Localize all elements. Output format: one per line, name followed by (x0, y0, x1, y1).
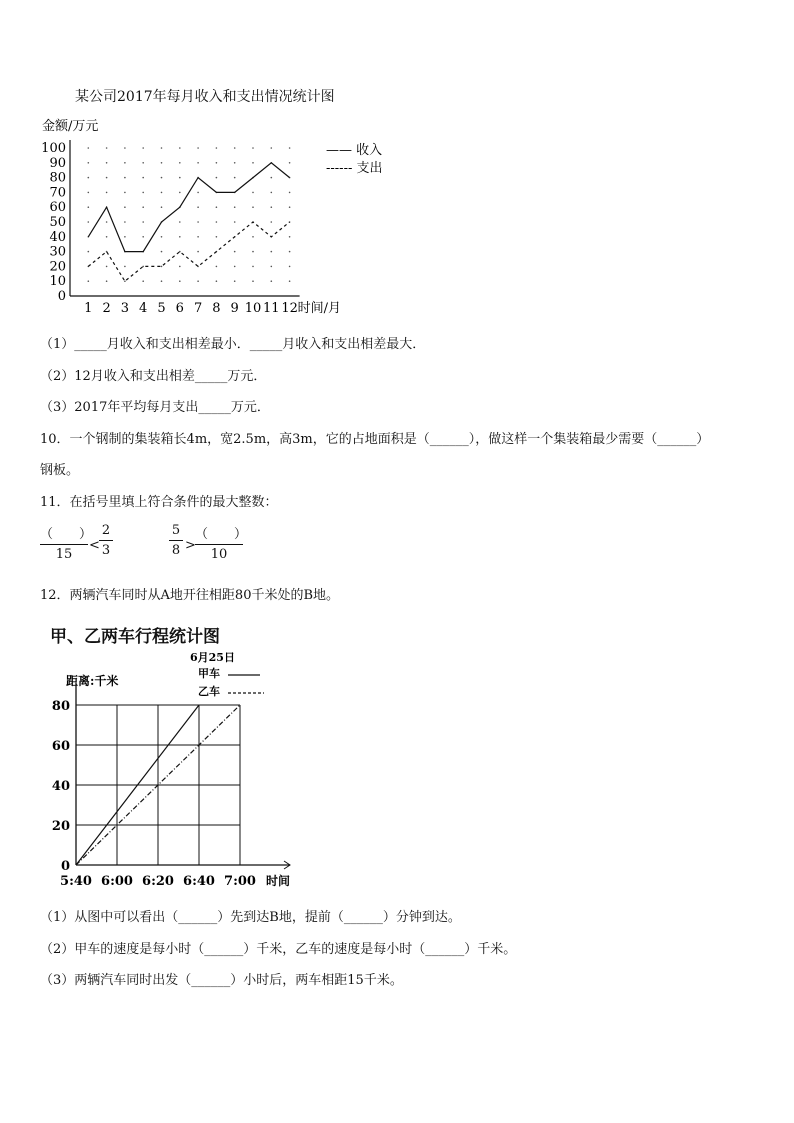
chart1-grid-dot (271, 280, 273, 282)
chart1-grid-dot (106, 266, 108, 268)
chart2-x-tick-label: 6:00 (101, 874, 133, 889)
chart1-y-tick-label: 80 (49, 170, 66, 186)
chart1-grid-dot (179, 177, 181, 179)
chart1-x-tick-label: 1 (84, 301, 93, 316)
chart1-grid-dot (88, 251, 90, 253)
chart1-grid-dot (197, 206, 199, 208)
chart1-grid-dot (197, 236, 199, 238)
chart1-x-tick-label: 6 (175, 301, 184, 316)
chart1-grid-dot (142, 147, 144, 149)
fraction-3-denominator: 8 (171, 543, 181, 558)
greater-than-sign: > (185, 538, 196, 553)
chart1-x-tick-label: 8 (212, 301, 221, 316)
chart1-grid-dot (179, 162, 181, 164)
chart1-grid-dot (124, 162, 126, 164)
chart1-grid-dot (197, 147, 199, 149)
chart1-grid-dot (142, 221, 144, 223)
chart1-grid-dot (124, 236, 126, 238)
chart1-grid-dot (142, 192, 144, 194)
chart1-grid-dot (289, 206, 291, 208)
chart1-grid-dot (216, 266, 218, 268)
chart1-grid-dot (161, 147, 163, 149)
chart2-date: 6月25日 (190, 651, 235, 664)
chart1-grid-dot (124, 266, 126, 268)
chart1-x-tick-label: 5 (157, 301, 166, 316)
chart1-grid-dot (124, 280, 126, 282)
chart2-x-tick-label: 6:20 (142, 874, 174, 889)
chart1-grid-dot (252, 192, 254, 194)
chart1-grid-dot (271, 177, 273, 179)
chart1-grid-dot (271, 147, 273, 149)
chart1-y-tick-label: 10 (49, 274, 66, 290)
chart1-grid-dot (88, 206, 90, 208)
chart1-x-tick-label: 2 (102, 301, 111, 316)
chart1-grid-dot (216, 236, 218, 238)
question-12: 12．两辆汽车同时从A地开往相距80千米处的B地。 (40, 588, 340, 603)
chart1-grid-dot (106, 177, 108, 179)
chart1-grid-dot (271, 192, 273, 194)
chart1-y-tick-label: 70 (49, 185, 66, 201)
chart2-y-tick-label: 40 (51, 779, 70, 794)
chart1-grid-dot (88, 177, 90, 179)
chart1-x-axis-label: 时间/月 (297, 301, 341, 316)
chart1-grid-dot (252, 280, 254, 282)
chart1-grid-dot (88, 221, 90, 223)
chart2-title: 甲、乙两车行程统计图 (50, 627, 220, 647)
chart1-grid-dot (252, 147, 254, 149)
chart1-grid-dot (142, 266, 144, 268)
chart1-legend-income: —— 收入 (326, 143, 383, 158)
chart1-grid-dot (179, 192, 181, 194)
fraction-2-numerator: 2 (101, 523, 111, 538)
chart1-x-tick-label: 11 (263, 301, 280, 316)
question-10: 10．一个钢制的集装箱长4m，宽2.5m，高3m，它的占地面积是（______），做这样一个集装箱最少需要（______） (40, 432, 710, 447)
chart1-grid-dot (142, 206, 144, 208)
question-11: 11．在括号里填上符合条件的最大整数： (40, 495, 278, 510)
chart1-grid-dot (216, 147, 218, 149)
chart1-grid-dot (234, 147, 236, 149)
chart2-x-tick-label: 7:00 (224, 874, 256, 889)
chart1-grid-dot (142, 280, 144, 282)
chart1-grid-dot (197, 162, 199, 164)
chart1-grid-dot (234, 162, 236, 164)
chart1-grid-dot (142, 177, 144, 179)
chart2-x-axis-label: 时间 (266, 874, 291, 888)
fraction-1-denominator: 15 (55, 547, 73, 562)
chart1-legend-expense: ------ 支出 (326, 161, 383, 176)
chart1-grid-dot (197, 221, 199, 223)
question-9-3: （3）2017年平均每月支出_____万元． (40, 400, 270, 415)
chart1-grid-dot (179, 147, 181, 149)
chart1-grid-dot (252, 251, 254, 253)
chart1-x-tick-label: 7 (193, 301, 203, 316)
chart1-grid-dot (161, 236, 163, 238)
question-12-3: （3）两辆汽车同时出发（______）小时后，两车相距15千米。 (40, 973, 403, 988)
chart1-grid-dot (124, 147, 126, 149)
chart1-grid-dot (88, 147, 90, 149)
chart1-grid-dot (179, 236, 181, 238)
chart1-x-tick-label: 3 (120, 301, 130, 316)
chart1-grid-dot (216, 280, 218, 282)
chart1-grid-dot (289, 192, 291, 194)
chart2-y-tick-label: 80 (51, 699, 70, 714)
chart2-legend-car-a: 甲车 (198, 667, 220, 680)
chart1-grid-dot (124, 177, 126, 179)
question-9-2: （2）12月收入和支出相差_____万元． (40, 369, 267, 384)
chart1-x-tick-label: 12 (281, 301, 298, 316)
chart1-y-tick-label: 0 (57, 289, 66, 304)
fraction-4-numerator: （ ） (195, 527, 248, 542)
chart1-grid-dot (252, 206, 254, 208)
chart1-grid-dot (234, 206, 236, 208)
chart1-grid-dot (161, 206, 163, 208)
chart1-y-axis-label: 金额/万元 (42, 119, 99, 134)
chart1-y-tick-label: 20 (49, 259, 66, 275)
chart1-series-income-line (88, 163, 289, 252)
chart1-grid-dot (88, 280, 90, 282)
chart1-grid-dot (216, 177, 218, 179)
travel-distance-line-chart (40, 645, 320, 895)
chart1-grid-dot (106, 147, 108, 149)
chart1-y-tick-label: 90 (49, 155, 66, 171)
chart1-grid-dot (179, 221, 181, 223)
fraction-4-denominator: 10 (210, 547, 228, 562)
chart1-grid-dot (197, 251, 199, 253)
chart1-x-tick-label: 9 (230, 301, 239, 316)
chart1-grid-dot (289, 280, 291, 282)
chart1-grid-dot (106, 221, 108, 223)
fraction-2 (99, 523, 113, 558)
chart1-grid-dot (271, 206, 273, 208)
chart1-grid-dot (124, 221, 126, 223)
chart1-y-tick-label: 50 (49, 215, 66, 230)
chart1-grid-dot (88, 162, 90, 164)
chart1-grid-dot (216, 221, 218, 223)
fraction-4 (195, 523, 248, 562)
chart1-grid-dot (289, 266, 291, 268)
chart2-y-tick-label: 0 (60, 859, 70, 874)
chart1-grid-dot (252, 162, 254, 164)
question-12-1: （1）从图中可以看出（______）先到达B地，提前（______）分钟到达。 (40, 910, 461, 925)
fraction-3 (169, 523, 183, 558)
question-9-1: （1）_____月收入和支出相差最小．_____月收入和支出相差最大． (40, 337, 426, 352)
income-expense-line-chart (36, 112, 396, 322)
chart1-y-tick-label: 40 (49, 229, 66, 245)
fraction-1-numerator: （ ） (40, 527, 93, 542)
chart1-grid-dot (234, 221, 236, 223)
chart2-y-axis-label: 距离:千米 (66, 674, 119, 688)
chart1-title: 某公司2017年每月收入和支出情况统计图 (75, 89, 335, 105)
chart1-grid-dot (106, 280, 108, 282)
chart1-grid-dot (197, 192, 199, 194)
chart1-grid-dot (289, 236, 291, 238)
chart1-grid-dot (124, 206, 126, 208)
chart1-grid-dot (252, 266, 254, 268)
chart2-y-tick-label: 20 (51, 819, 70, 834)
chart1-grid-dot (271, 266, 273, 268)
chart1-x-tick-label: 4 (139, 301, 148, 316)
chart1-grid-dot (234, 280, 236, 282)
chart1-grid-dot (142, 162, 144, 164)
chart1-grid-dot (124, 192, 126, 194)
chart2-legend-car-b: 乙车 (198, 685, 220, 698)
question-12-2: （2）甲车的速度是每小时（______）千米，乙车的速度是每小时（______）千米。 (40, 942, 517, 957)
chart1-grid-dot (197, 280, 199, 282)
fraction-2-denominator: 3 (101, 543, 111, 558)
chart1-grid-dot (234, 266, 236, 268)
chart1-grid-dot (161, 162, 163, 164)
fraction-1 (40, 523, 93, 562)
chart1-series-expense-line (88, 222, 289, 281)
chart1-grid-dot (161, 192, 163, 194)
chart1-grid-dot (161, 266, 163, 268)
chart1-grid-dot (142, 236, 144, 238)
chart1-x-tick-label: 10 (244, 301, 262, 316)
chart2-y-tick-label: 60 (51, 739, 70, 754)
chart1-grid-dot (179, 280, 181, 282)
chart1-y-tick-label: 100 (41, 141, 66, 156)
chart1-grid-dot (216, 206, 218, 208)
chart1-y-tick-label: 60 (49, 200, 66, 216)
chart1-grid-dot (106, 192, 108, 194)
chart1-grid-dot (161, 177, 163, 179)
chart1-grid-dot (271, 221, 273, 223)
chart2-x-tick-label: 6:40 (183, 874, 215, 889)
chart1-grid-dot (106, 162, 108, 164)
chart1-grid-dot (234, 177, 236, 179)
question-10-continued: 钢板。 (40, 463, 80, 478)
chart1-grid-dot (106, 236, 108, 238)
chart1-grid-dot (289, 147, 291, 149)
chart1-grid-dot (234, 251, 236, 253)
chart2-x-tick-label: 5:40 (60, 874, 92, 889)
fraction-3-numerator: 5 (171, 523, 181, 538)
chart1-y-tick-label: 30 (49, 244, 66, 260)
chart1-grid-dot (289, 162, 291, 164)
chart1-grid-dot (179, 266, 181, 268)
chart1-grid-dot (252, 236, 254, 238)
chart1-grid-dot (271, 251, 273, 253)
chart1-grid-dot (289, 251, 291, 253)
chart1-grid-dot (161, 280, 163, 282)
chart1-grid-dot (216, 162, 218, 164)
less-than-sign: < (89, 538, 100, 553)
chart1-grid-dot (88, 192, 90, 194)
chart1-grid-dot (161, 251, 163, 253)
